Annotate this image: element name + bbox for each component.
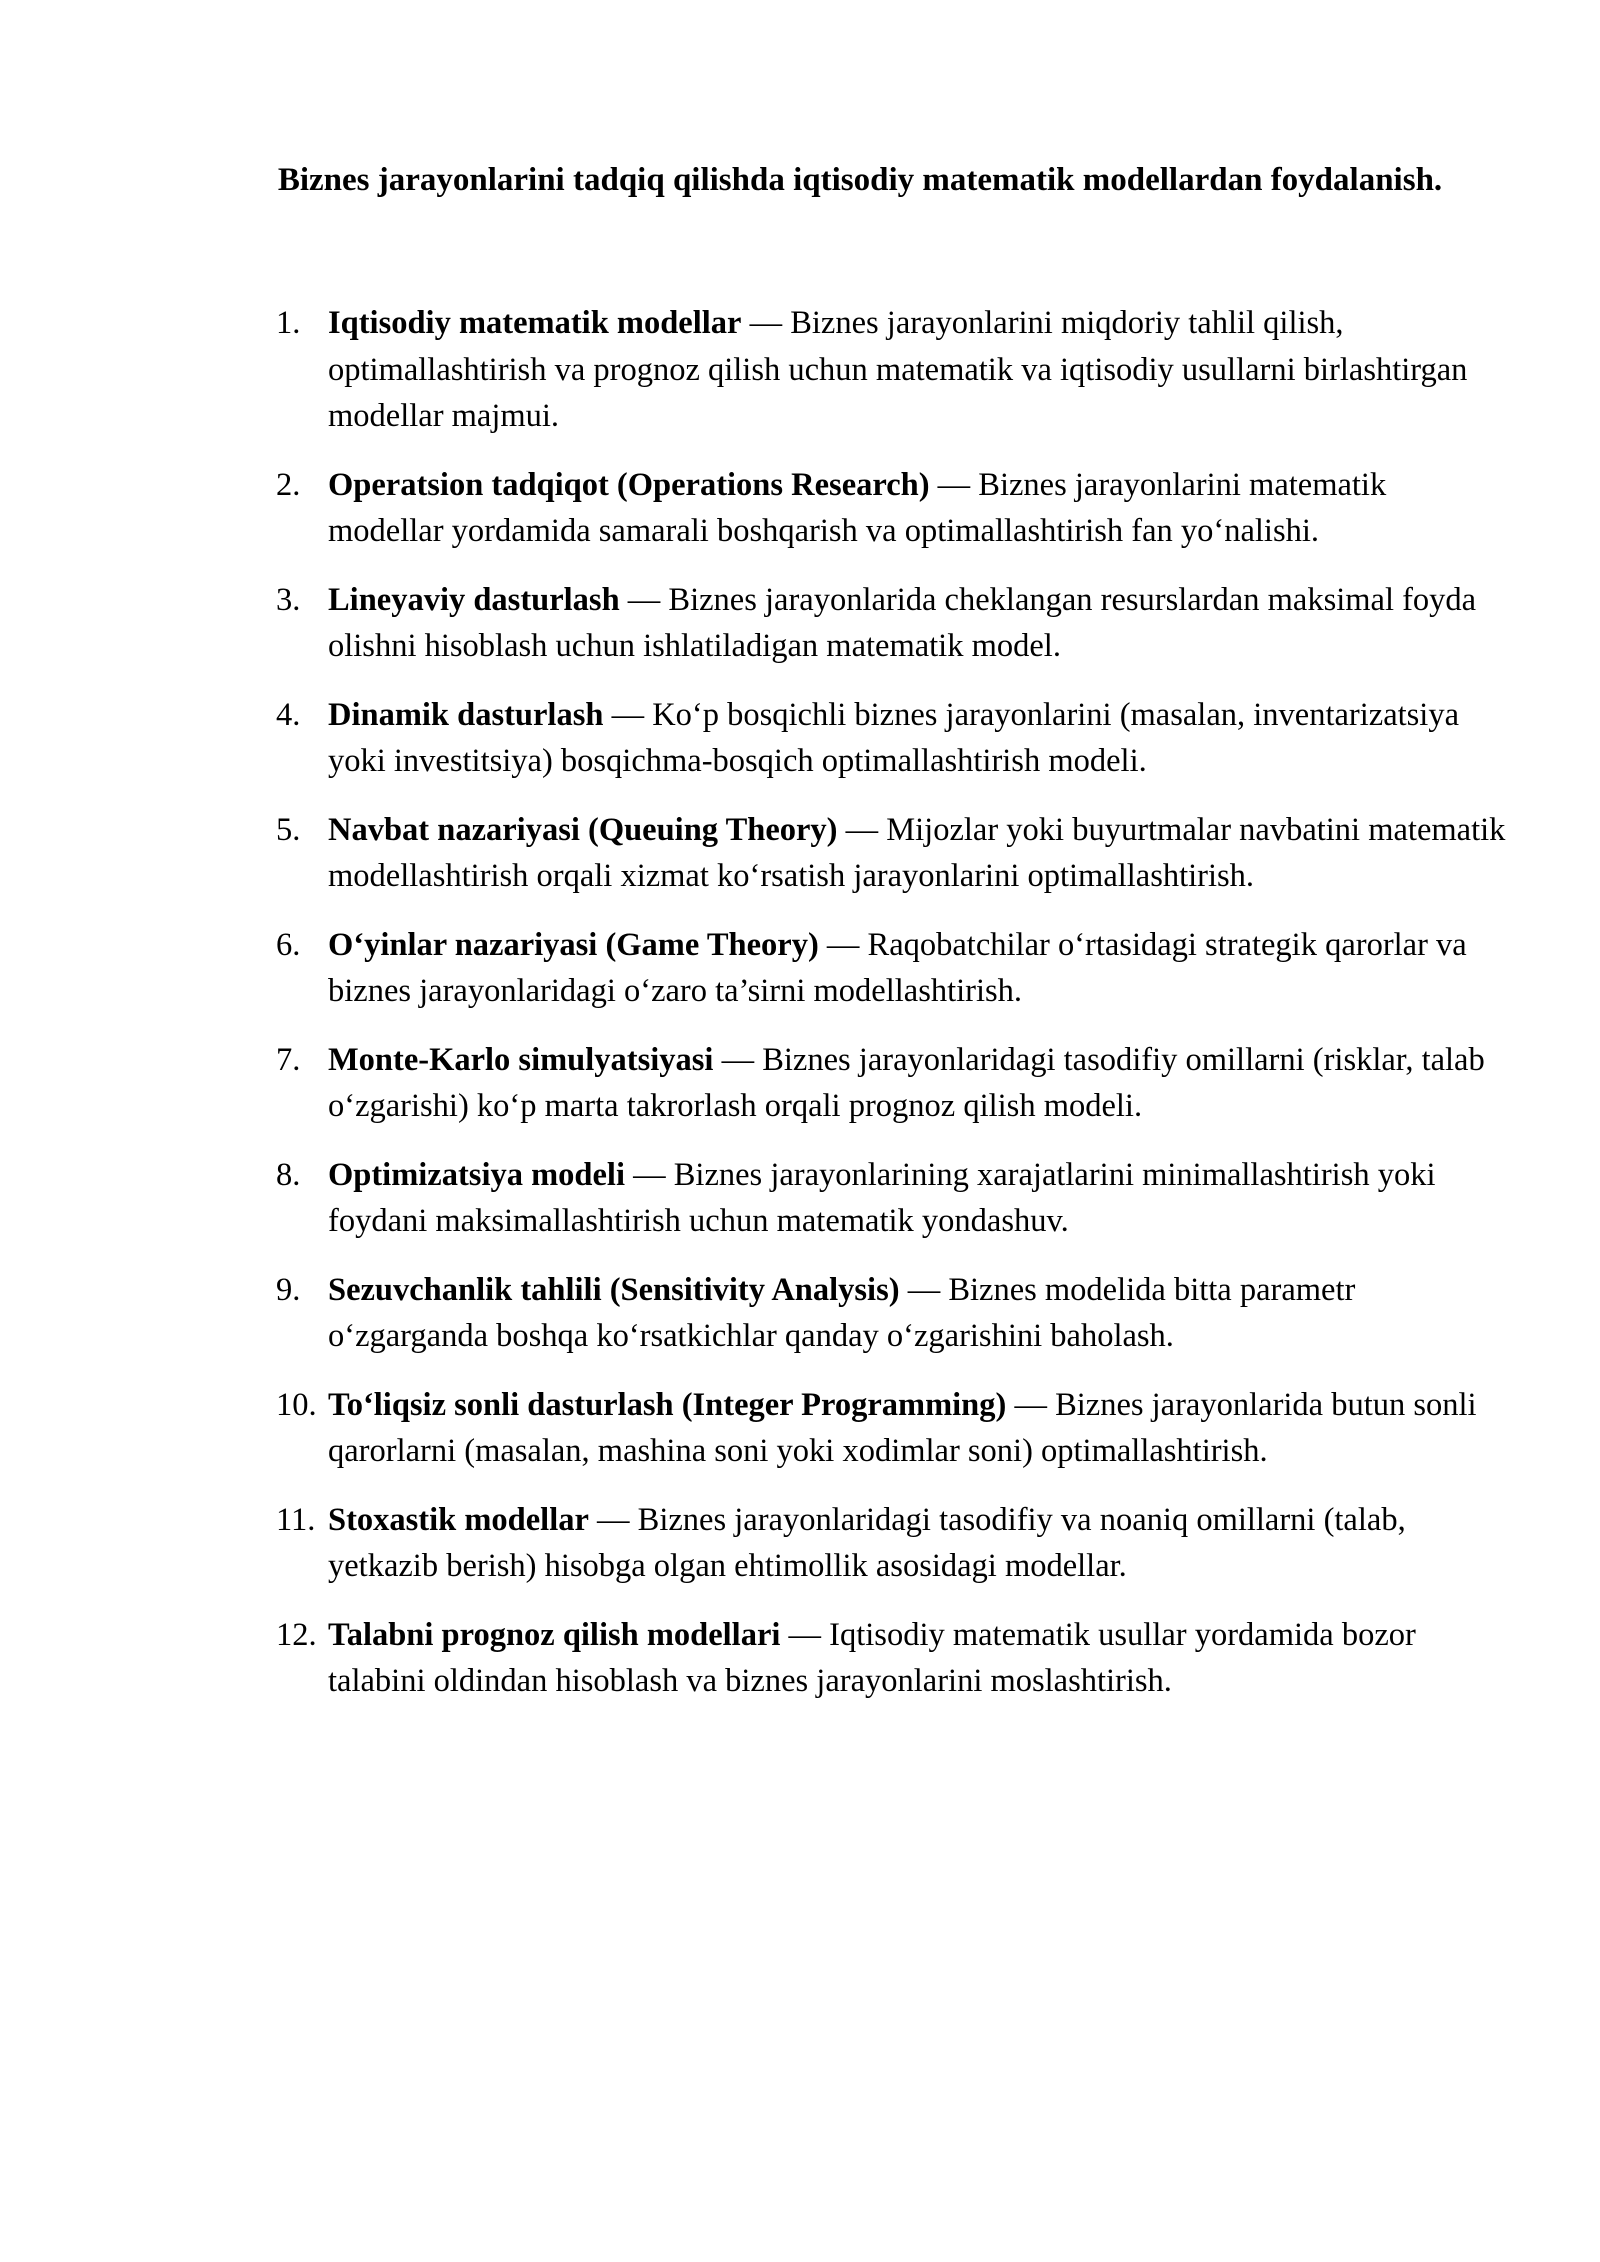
item-number: 11.	[276, 1501, 316, 1538]
document-title: Biznes jarayonlarini tadqiq qilishda iqtisodiy matematik modellardan foydalanish.	[277, 162, 1443, 198]
list-item	[276, 1382, 1506, 1475]
item-term: Iqtisodiy matematik modellar	[328, 305, 742, 341]
item-definition: — Biznes jarayonlarini matematik modellar yordamida samarali boshqarish va optimallashtirish fan yo‘nalishi.	[328, 466, 1387, 549]
item-definition: — Biznes jarayonlaridagi tasodifiy va noaniq omillarni (talab, yetkazib berish) hisobga olgan ehtimollik asosidagi modellar.	[328, 1501, 1406, 1584]
item-definition: — Raqobatchilar o‘rtasidagi strategik qarorlar va biznes jarayonlaridagi o‘zaro ta’sirni modellashtirish.	[328, 926, 1467, 1009]
item-number: 7.	[276, 1041, 301, 1078]
list-item	[276, 1267, 1506, 1360]
item-term: Sezuvchanlik tahlili (Sensitivity Analysis)	[328, 1271, 900, 1308]
item-definition: — Biznes jarayonlarini miqdoriy tahlil qilish, optimallashtirish va prognoz qilish uchun matematik va iqtisodiy usullarni birlashtirgan modellar majmui.	[328, 305, 1468, 434]
item-term: Stoxastik modellar	[328, 1501, 589, 1538]
list-item	[276, 1612, 1506, 1705]
item-definition: — Biznes jarayonlarining xarajatlarini minimallashtirish yoki foydani maksimallashtirish uchun matematik yondashuv.	[328, 1156, 1436, 1239]
item-definition: — Biznes jarayonlarida cheklangan resurslardan maksimal foyda olishni hisoblash uchun ishlatiladigan matematik model.	[328, 581, 1477, 664]
item-number: 9.	[276, 1271, 301, 1308]
item-term: Optimizatsiya modeli	[328, 1156, 625, 1193]
item-term: Operatsion tadqiqot (Operations Research)	[328, 466, 930, 503]
list-item	[276, 807, 1506, 900]
item-number: 10.	[276, 1386, 317, 1423]
item-number: 3.	[276, 581, 301, 618]
item-number: 4.	[276, 696, 301, 733]
item-term: Navbat nazariyasi (Queuing Theory)	[328, 811, 838, 848]
item-number: 1.	[276, 305, 301, 341]
list-item	[276, 692, 1506, 785]
item-term: Talabni prognoz qilish modellari	[328, 1616, 781, 1653]
list-item	[276, 1497, 1506, 1590]
item-term: To‘liqsiz sonli dasturlash (Integer Programming)	[328, 1386, 1007, 1423]
list-item	[276, 922, 1506, 1015]
item-number: 2.	[276, 466, 301, 503]
item-number: 8.	[276, 1156, 301, 1193]
list-item	[276, 462, 1506, 555]
item-definition: — Biznes jarayonlaridagi tasodifiy omillarni (risklar, talab o‘zgarishi) ko‘p marta takrorlash orqali prognoz qilish modeli.	[328, 1041, 1485, 1124]
item-definition: — Ko‘p bosqichli biznes jarayonlarini (masalan, inventarizatsiya yoki investitsiya) bosqichma-bosqich optimallashtirish modeli.	[328, 696, 1460, 779]
list-item	[276, 577, 1506, 670]
list-item	[276, 1152, 1506, 1245]
item-term: Lineyaviy dasturlash	[328, 581, 620, 618]
item-term: O‘yinlar nazariyasi (Game Theory)	[328, 926, 819, 963]
item-definition: — Iqtisodiy matematik usullar yordamida bozor talabini oldindan hisoblash va biznes jarayonlarini moslashtirish.	[328, 1616, 1416, 1699]
item-number: 5.	[276, 811, 301, 848]
list-item	[276, 300, 1506, 440]
item-term: Monte-Karlo simulyatsiyasi	[328, 1041, 714, 1078]
item-definition: — Mijozlar yoki buyurtmalar navbatini matematik modellashtirish orqali xizmat ko‘rsatish jarayonlarini optimallashtirish.	[328, 811, 1506, 894]
item-number: 6.	[276, 926, 301, 963]
item-definition: — Biznes modelida bitta parametr o‘zgarganda boshqa ko‘rsatkichlar qanday o‘zgarishini baholash.	[328, 1271, 1356, 1354]
item-term: Dinamik dasturlash	[328, 696, 604, 733]
list-item	[276, 1037, 1506, 1130]
item-number: 12.	[276, 1616, 317, 1653]
item-definition: — Biznes jarayonlarida butun sonli qarorlarni (masalan, mashina soni yoki xodimlar soni) optimallashtirish.	[328, 1386, 1477, 1469]
definitions-list	[276, 300, 1506, 1727]
